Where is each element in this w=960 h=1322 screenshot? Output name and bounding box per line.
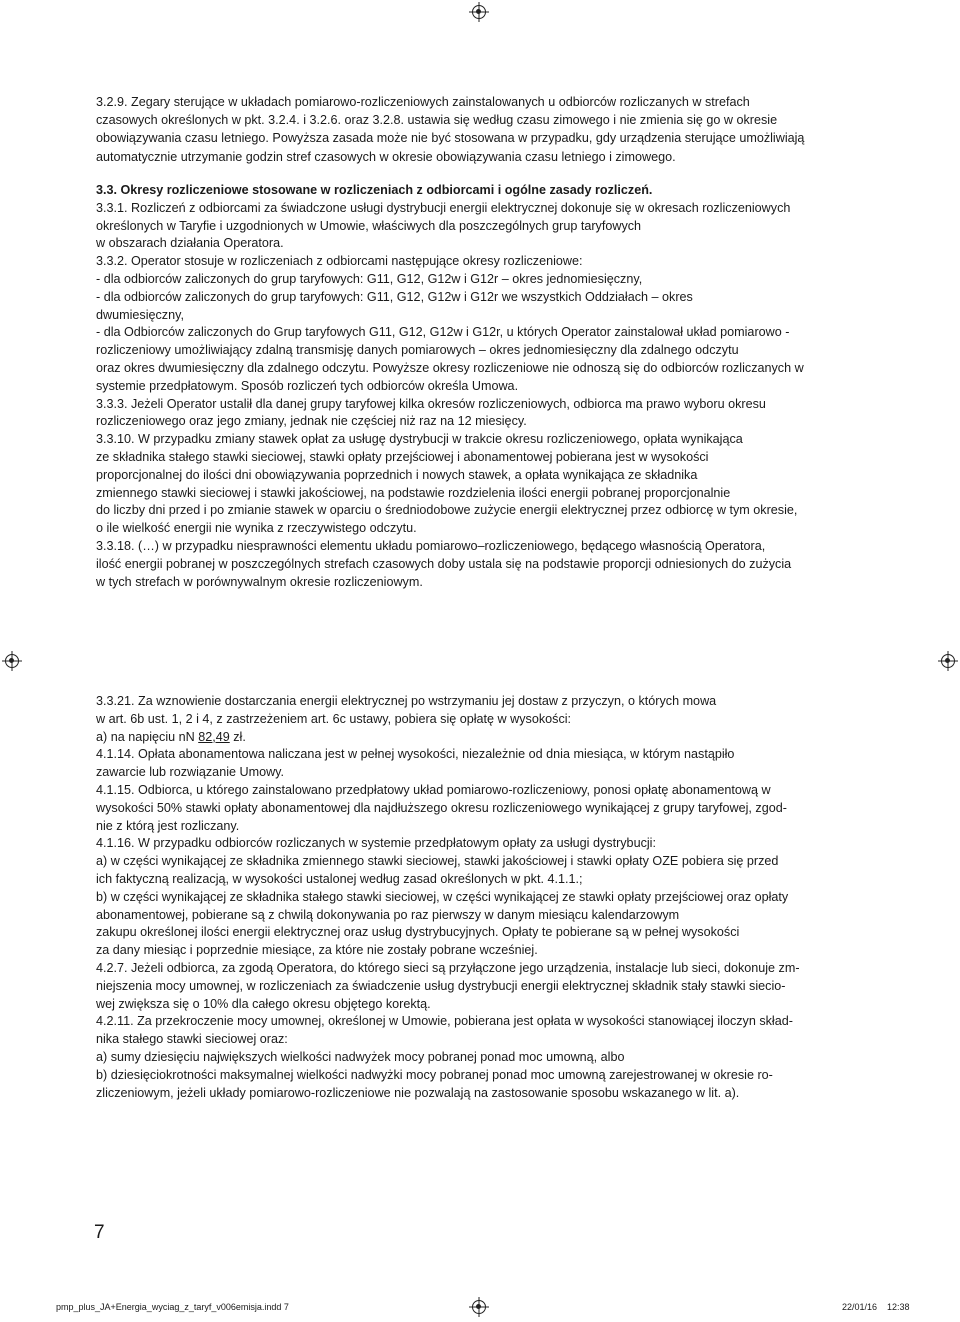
section-3-3 xyxy=(96,182,868,591)
text-line: 4.2.11. Za przekroczenie mocy umownej, określonej w Umowie, pobierana jest opłata w wysokości stanowiącej iloczyn skład- xyxy=(96,1014,793,1029)
text-line-fee xyxy=(96,729,868,747)
text-line: za dany miesiąc i poprzednie miesiące, za które nie zostały pobrane wcześniej. xyxy=(96,943,538,958)
text-line: zawarcie lub rozwiązanie Umowy. xyxy=(96,765,285,780)
text-line: do liczby dni przed i po zmianie stawek w oparciu o średniodobowe zużycie energii elektrycznej przez odbiorcę w tym okresie, xyxy=(96,503,798,518)
text-line: b) w części wynikającej ze składnika stałego stawki sieciowej, w części wynikającej ze stawki opłaty przejściowej oraz opłaty xyxy=(96,889,789,904)
text-line: systemie przedpłatowym. Sposób rozliczeń tych odbiorców określa Umowa. xyxy=(96,378,519,393)
text-line: ich faktyczną realizacją, w wysokości ustalonej według zasad określonych w pkt. 4.1.1.; xyxy=(96,871,583,886)
text-line: oraz okres dwumiesięczny dla zdalnego odczytu. Powyższe okresy rozliczeniowe nie odnoszą się do odbiorców rozliczanych w xyxy=(96,360,804,375)
registration-mark-bottom-icon xyxy=(472,1300,486,1314)
text-line: obowiązywania czasu letniego. Powyższa zasada może nie być stosowana w przypadku, gdy urządzenia sterujące umożliwiają xyxy=(96,131,805,146)
text-line: w obszarach działania Operatora. xyxy=(96,236,284,251)
text-line: - dla odbiorców zaliczonych do grup taryfowych: G11, G12, G12w i G12r we wszystkich Oddziałach – okres xyxy=(96,289,693,304)
text-line: nie z którą jest rozliczany. xyxy=(96,818,240,833)
text-line: - dla Odbiorców zaliczonych do Grup taryfowych G11, G12, G12w i G12r, u których Operator zainstalował układ pomiarowo - xyxy=(96,325,790,340)
text-line: b) dziesięciokrotności maksymalnej wielkości nadwyżki mocy pobranej ponad moc umowną zarejestrowanej w okresie ro- xyxy=(96,1067,773,1082)
text-line: rozliczeniowy umożliwiający zdalną transmisję danych pomiarowych – okres jednomiesięczny dla zdalnego odczytu xyxy=(96,343,739,358)
text-line: określonych w Taryfie i uzgodnionych w Umowie, właściwych dla poszczególnych grup taryfowych xyxy=(96,218,642,233)
registration-mark-right-icon xyxy=(941,654,955,668)
text-line: - dla odbiorców zaliczonych do grup taryfowych: G11, G12, G12w i G12r – okres jednomiesięczny, xyxy=(96,271,643,286)
text-line: czasowych określonych w pkt. 3.2.4. i 3.2.6. oraz 3.2.8. ustawia się według czasu zimowego i nie zmienia się go w okresie xyxy=(96,113,778,128)
fee-suffix: zł. xyxy=(229,729,246,744)
text-line: 4.1.15. Odbiorca, u którego zainstalowano przedpłatowy układ pomiarowo-rozliczeniowy, ponosi opłatę abonamentową w xyxy=(96,782,771,797)
text-line: nika stałego stawki sieciowej oraz: xyxy=(96,1032,288,1047)
text-line: w art. 6b ust. 1, 2 i 4, z zastrzeżeniem art. 6c ustawy, pobiera się opłatę w wysokości: xyxy=(96,711,572,726)
registration-mark-left-icon xyxy=(5,654,19,668)
section-3-2-9 xyxy=(96,93,868,166)
text-line: 4.1.14. Opłata abonamentowa naliczana jest w pełnej wysokości, niezależnie od dnia miesiąca, w którym nastąpiło xyxy=(96,747,735,762)
text-line: wej zwiększa się o 10% dla całego okresu objętego korektą. xyxy=(96,996,431,1011)
text-line: ze składnika stałego stawki sieciowej, stawki opłaty przejściowej i abonamentowej pobierana jest w wysokości xyxy=(96,449,709,464)
text-line: ilość energii pobranej w poszczególnych strefach czasowych doby ustala się na podstawie proporcji odniesionych do zużycia xyxy=(96,556,792,571)
footer-date: 22/01/16 xyxy=(842,1302,878,1312)
footer-time: 12:38 xyxy=(887,1302,910,1312)
text-line: proporcjonalnej do ilości dni obowiązywania poprzednich i nowych stawek, a opłata wynikająca ze składnika xyxy=(96,467,698,482)
text-line: zakupu określonej ilości energii elektrycznej oraz usług dystrybucyjnych. Opłaty te pobierane są w pełnej wysokości xyxy=(96,925,740,940)
text-line: 3.3.3. Jeżeli Operator ustalił dla danej grupy taryfowej kilka okresów rozliczeniowych, odbiorca ma prawo wyboru okresu xyxy=(96,396,766,411)
text-line: 3.3.10. W przypadku zmiany stawek opłat za usługę dystrybucji w trakcie okresu rozliczeniowego, opłata wynikająca xyxy=(96,432,743,447)
text-line: rozliczeniowego oraz jego zmiany, jednak nie częściej niż raz na 12 miesięcy. xyxy=(96,414,527,429)
text-line: 3.2.9. Zegary sterujące w układach pomiarowo-rozliczeniowych zainstalowanych u odbiorców rozliczanych w strefach xyxy=(96,95,750,109)
section-3-3-21 xyxy=(96,693,868,1102)
text-line: 4.1.16. W przypadku odbiorców rozliczanych w systemie przedpłatowym opłaty za usługi dystrybucji: xyxy=(96,836,656,851)
fee-prefix: a) na napięciu nN xyxy=(96,729,199,744)
fee-amount: 82,49 xyxy=(198,729,230,744)
section-heading: 3.3. Okresy rozliczeniowe stosowane w rozliczeniach z odbiorcami i ogólne zasady rozliczeń. xyxy=(96,183,653,197)
text-line: abonamentowej, pobierane są z chwilą dokonywania po raz pierwszy w danym miesiącu kalendarzowym xyxy=(96,907,680,922)
text-line: a) w części wynikającej ze składnika zmiennego stawki sieciowej, stawki jakościowej i stawki opłaty OZE pobiera się przed xyxy=(96,854,779,869)
text-line: 4.2.7. Jeżeli odbiorca, za zgodą Operatora, do którego sieci są przyłączone jego urządzenia, instalacje lub sieci, dokonuje zm- xyxy=(96,960,800,975)
registration-mark-top-icon xyxy=(472,5,486,19)
footer-filename: pmp_plus_JA+Energia_wyciag_z_taryf_v006emisja.indd 7 xyxy=(56,1302,289,1312)
text-line: a) sumy dziesięciu największych wielkości nadwyżek mocy pobranej ponad moc umowną, albo xyxy=(96,1049,625,1064)
text-line: 3.3.2. Operator stosuje w rozliczeniach z odbiorcami następujące okresy rozliczeniowe: xyxy=(96,254,583,269)
text-line: dwumiesięczny, xyxy=(96,307,184,322)
text-line: niejszenia mocy umownej, w rozliczeniach za świadczenie usług dystrybucji energii elektrycznej składnik stały stawki siecio- xyxy=(96,978,786,993)
text-line: 3.3.1. Rozliczeń z odbiorcami za świadczone usługi dystrybucji energii elektrycznej dokonuje się w okresach rozliczeniowych xyxy=(96,200,791,215)
text-line: w tych strefach w porównywalnym okresie rozliczeniowym. xyxy=(96,574,423,589)
text-line: 3.3.18. (…) w przypadku niesprawności elementu układu pomiarowo–rozliczeniowego, będącego własnością Operatora, xyxy=(96,538,766,553)
text-line: 3.3.21. Za wznowienie dostarczania energii elektrycznej po wstrzymaniu jej dostaw z przyczyn, o których mowa xyxy=(96,694,717,708)
text-line: o ile wielkość energii nie wynika z rzeczywistego odczytu. xyxy=(96,521,417,536)
text-line: zliczeniowym, jeżeli układy pomiarowo-rozliczeniowe nie pozwalają na zastosowanie sposobu wskazanego w lit. a). xyxy=(96,1085,740,1100)
text-line: zmiennego stawki sieciowej i stawki jakościowej, na podstawie rozdzielenia ilości energii pobranej proporcjonalnie xyxy=(96,485,731,500)
text-line: automatycznie utrzymanie godzin stref czasowych w okresie obowiązywania czasu letniego i zimowego. xyxy=(96,149,676,164)
page-number: 7 xyxy=(94,1222,105,1243)
text-line: wysokości 50% stawki opłaty abonamentowej dla najdłuższego okresu rozliczeniowego wynikającej z grupy taryfowej, zgod- xyxy=(96,800,787,815)
